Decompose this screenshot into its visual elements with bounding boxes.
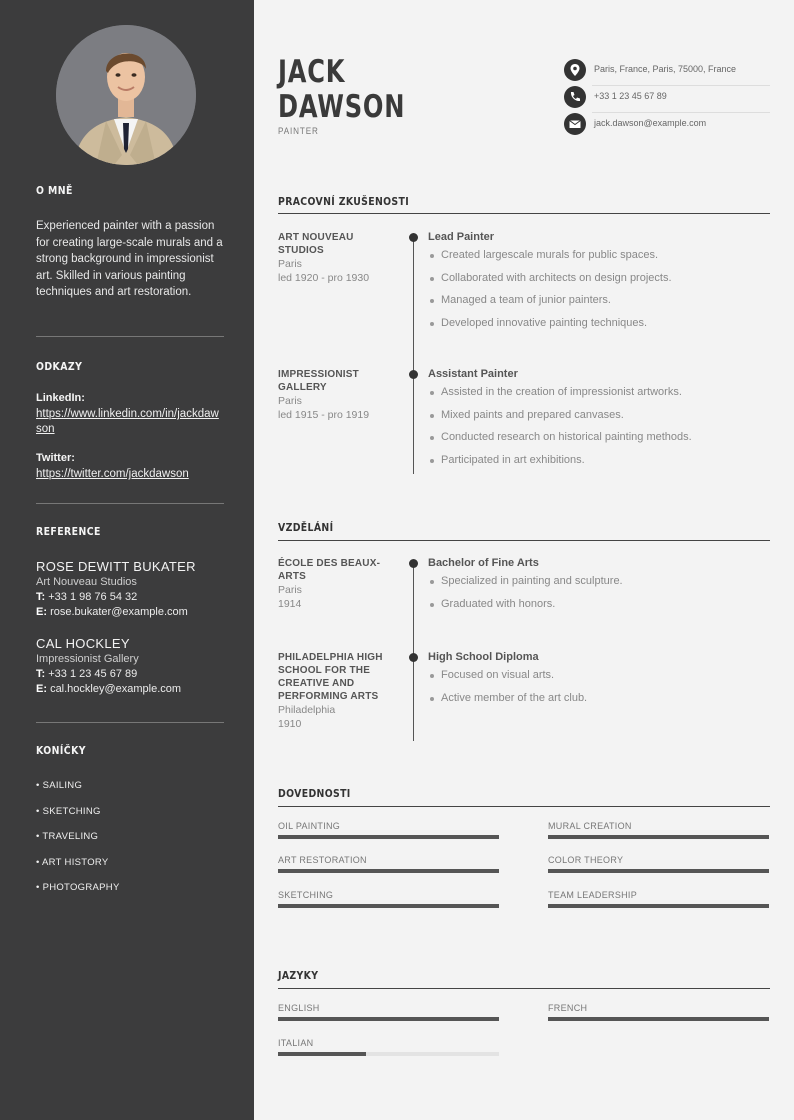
experience-org xyxy=(278,368,396,422)
org-name: PHILADELPHIA HIGH SCHOOL FOR THE CREATIVE AND PERFORMING ARTS xyxy=(278,652,383,702)
contact-phone xyxy=(564,86,770,113)
degree-title: High School Diploma xyxy=(428,651,539,663)
hobbies-section xyxy=(36,744,224,757)
job-bullet: Collaborated with architects on design projects. xyxy=(428,272,768,295)
language-item xyxy=(548,1003,769,1021)
linkedin-link-block xyxy=(36,392,224,437)
language-bar-track xyxy=(278,1052,499,1056)
links-heading: ODKAZY xyxy=(36,360,83,373)
timeline-line xyxy=(413,562,414,741)
divider xyxy=(36,336,224,337)
degree-bullet: Graduated with honors. xyxy=(428,598,768,621)
first-name: JACK xyxy=(278,54,346,90)
org-name: ÉCOLE DES BEAUX-ARTS xyxy=(278,558,381,582)
reference-phone-label: T: xyxy=(36,591,46,603)
location-pin-icon xyxy=(564,59,586,81)
org-name: ART NOUVEAU STUDIOS xyxy=(278,232,354,256)
language-name: ENGLISH xyxy=(278,1003,320,1013)
degree-bullet: Focused on visual arts. xyxy=(428,669,768,692)
skill-item xyxy=(278,855,499,873)
education-degree xyxy=(428,651,768,714)
linkedin-label: LinkedIn: xyxy=(36,392,85,404)
job-bullet: Mixed paints and prepared canvases. xyxy=(428,409,768,432)
hobbies-list xyxy=(36,780,224,908)
skill-bar-fill xyxy=(548,835,769,839)
reference-item xyxy=(36,636,224,695)
skill-bar-fill xyxy=(278,904,499,908)
divider xyxy=(36,722,224,723)
twitter-link-block xyxy=(36,452,224,482)
hobbies-heading: KONÍČKY xyxy=(36,744,86,757)
twitter-link[interactable]: https://twitter.com/jackdawson xyxy=(36,468,189,480)
reference-item xyxy=(36,559,224,618)
skill-bar-track xyxy=(278,904,499,908)
timeline-line xyxy=(413,236,414,474)
hobby-item: • PHOTOGRAPHY xyxy=(36,882,120,893)
skill-item xyxy=(548,855,769,873)
links-section xyxy=(36,360,224,373)
reference-email xyxy=(36,683,224,695)
profile-photo xyxy=(56,25,196,165)
hobby-item: • SAILING xyxy=(36,780,83,791)
degree-bullet: Specialized in painting and sculpture. xyxy=(428,575,768,598)
skill-bar-track xyxy=(278,869,499,873)
org-dates: 1910 xyxy=(278,718,302,730)
language-bar-track xyxy=(548,1017,769,1021)
degree-bullets xyxy=(428,575,768,620)
skill-bar-fill xyxy=(548,904,769,908)
twitter-label: Twitter: xyxy=(36,452,75,464)
org-dates: 1914 xyxy=(278,598,302,610)
experience-job xyxy=(428,231,768,339)
job-bullet: Conducted research on historical painting methods. xyxy=(428,431,768,454)
org-dates: led 1920 - pro 1930 xyxy=(278,272,370,284)
reference-company: Art Nouveau Studios xyxy=(36,576,137,588)
hobby-item: • TRAVELING xyxy=(36,831,99,842)
envelope-icon xyxy=(564,113,586,135)
contact-email-text: jack.dawson@example.com xyxy=(594,118,707,128)
language-bar-fill xyxy=(548,1017,769,1021)
skill-bar-fill xyxy=(278,835,499,839)
section-rule xyxy=(278,213,770,214)
reference-phone-value: +33 1 98 76 54 32 xyxy=(48,591,138,603)
reference-email-label: E: xyxy=(36,606,47,618)
skill-name: MURAL CREATION xyxy=(548,821,632,831)
experience-heading: PRACOVNÍ ZKUŠENOSTI xyxy=(278,195,410,208)
job-bullet: Developed innovative painting techniques. xyxy=(428,317,768,340)
language-item xyxy=(278,1003,499,1021)
job-bullet: Participated in art exhibitions. xyxy=(428,454,768,477)
sidebar xyxy=(0,0,254,1120)
degree-title: Bachelor of Fine Arts xyxy=(428,557,539,569)
language-bar-fill xyxy=(278,1017,499,1021)
portrait-illustration xyxy=(56,25,196,165)
references-section xyxy=(36,525,224,538)
skill-bar-fill xyxy=(548,869,769,873)
about-heading: O MNĚ xyxy=(36,184,73,197)
skill-name: TEAM LEADERSHIP xyxy=(548,890,638,900)
section-rule xyxy=(278,988,770,989)
skill-bar-fill xyxy=(278,869,499,873)
divider xyxy=(36,503,224,504)
reference-name: CAL HOCKLEY xyxy=(36,636,130,651)
org-city: Paris xyxy=(278,258,302,270)
reference-email xyxy=(36,606,224,618)
timeline-dot xyxy=(409,370,418,379)
org-dates: led 1915 - pro 1919 xyxy=(278,409,370,421)
reference-email-value: cal.hockley@example.com xyxy=(50,683,182,695)
timeline-dot xyxy=(409,233,418,242)
reference-phone xyxy=(36,591,224,603)
reference-phone-value: +33 1 23 45 67 89 xyxy=(48,668,138,680)
experience-job xyxy=(428,368,768,476)
skill-bar-track xyxy=(278,835,499,839)
job-title: Lead Painter xyxy=(428,231,495,243)
education-org xyxy=(278,557,396,611)
language-bar-track xyxy=(278,1017,499,1021)
job-title: Assistant Painter xyxy=(428,368,518,380)
contact-phone-text: +33 1 23 45 67 89 xyxy=(594,91,667,101)
skill-item xyxy=(548,890,769,908)
reference-company: Impressionist Gallery xyxy=(36,653,139,665)
org-city: Paris xyxy=(278,395,302,407)
job-bullet: Created largescale murals for public spaces. xyxy=(428,249,768,272)
skill-item xyxy=(278,821,499,839)
reference-phone xyxy=(36,668,224,680)
job-bullets xyxy=(428,249,768,339)
degree-bullet: Active member of the art club. xyxy=(428,692,768,715)
reference-email-label: E: xyxy=(36,683,47,695)
org-city: Paris xyxy=(278,584,302,596)
education-org xyxy=(278,651,396,731)
skill-name: OIL PAINTING xyxy=(278,821,341,831)
hobby-item: • ART HISTORY xyxy=(36,856,109,868)
phone-icon xyxy=(564,86,586,108)
language-item xyxy=(278,1038,499,1056)
about-text: Experienced painter with a passion for creating large-scale murals and a strong background in impressionist art. Skilled in various painting techniques and art restoration. xyxy=(36,220,223,298)
contact-address xyxy=(564,59,770,86)
timeline-dot xyxy=(409,559,418,568)
job-bullets xyxy=(428,386,768,476)
experience-org xyxy=(278,231,396,285)
section-rule xyxy=(278,806,770,807)
skill-name: COLOR THEORY xyxy=(548,855,624,865)
org-city: Philadelphia xyxy=(278,704,336,716)
section-rule xyxy=(278,540,770,541)
org-name: IMPRESSIONIST GALLERY xyxy=(278,369,359,393)
person-name xyxy=(278,55,405,125)
skill-bar-track xyxy=(548,869,769,873)
contact-address-text: Paris, France, Paris, 75000, France xyxy=(594,64,737,74)
reference-name: ROSE DEWITT BUKATER xyxy=(36,559,196,574)
person-role: PAINTER xyxy=(278,126,319,136)
languages-heading: JAZYKY xyxy=(278,969,319,982)
linkedin-link[interactable]: https://www.linkedin.com/in/jackdawson xyxy=(36,408,219,435)
skill-bar-track xyxy=(548,904,769,908)
job-bullet: Assisted in the creation of impressionist artworks. xyxy=(428,386,768,409)
references-heading: REFERENCE xyxy=(36,525,101,538)
reference-phone-label: T: xyxy=(36,668,46,680)
about-section xyxy=(36,184,224,197)
skill-name: SKETCHING xyxy=(278,890,334,900)
last-name: DAWSON xyxy=(278,89,406,125)
skill-item xyxy=(548,821,769,839)
degree-bullets xyxy=(428,669,768,714)
education-heading: VZDĚLÁNÍ xyxy=(278,521,334,534)
reference-email-value: rose.bukater@example.com xyxy=(50,606,188,618)
timeline-dot xyxy=(409,653,418,662)
skill-name: ART RESTORATION xyxy=(278,855,367,865)
skills-heading: DOVEDNOSTI xyxy=(278,787,351,800)
language-name: FRENCH xyxy=(548,1003,588,1013)
job-bullet: Managed a team of junior painters. xyxy=(428,294,768,317)
contact-email xyxy=(564,113,770,140)
skill-item xyxy=(278,890,499,908)
education-degree xyxy=(428,557,768,620)
skill-bar-track xyxy=(548,835,769,839)
language-bar-fill xyxy=(278,1052,366,1056)
hobby-item: • SKETCHING xyxy=(36,805,101,817)
language-name: ITALIAN xyxy=(278,1038,314,1048)
